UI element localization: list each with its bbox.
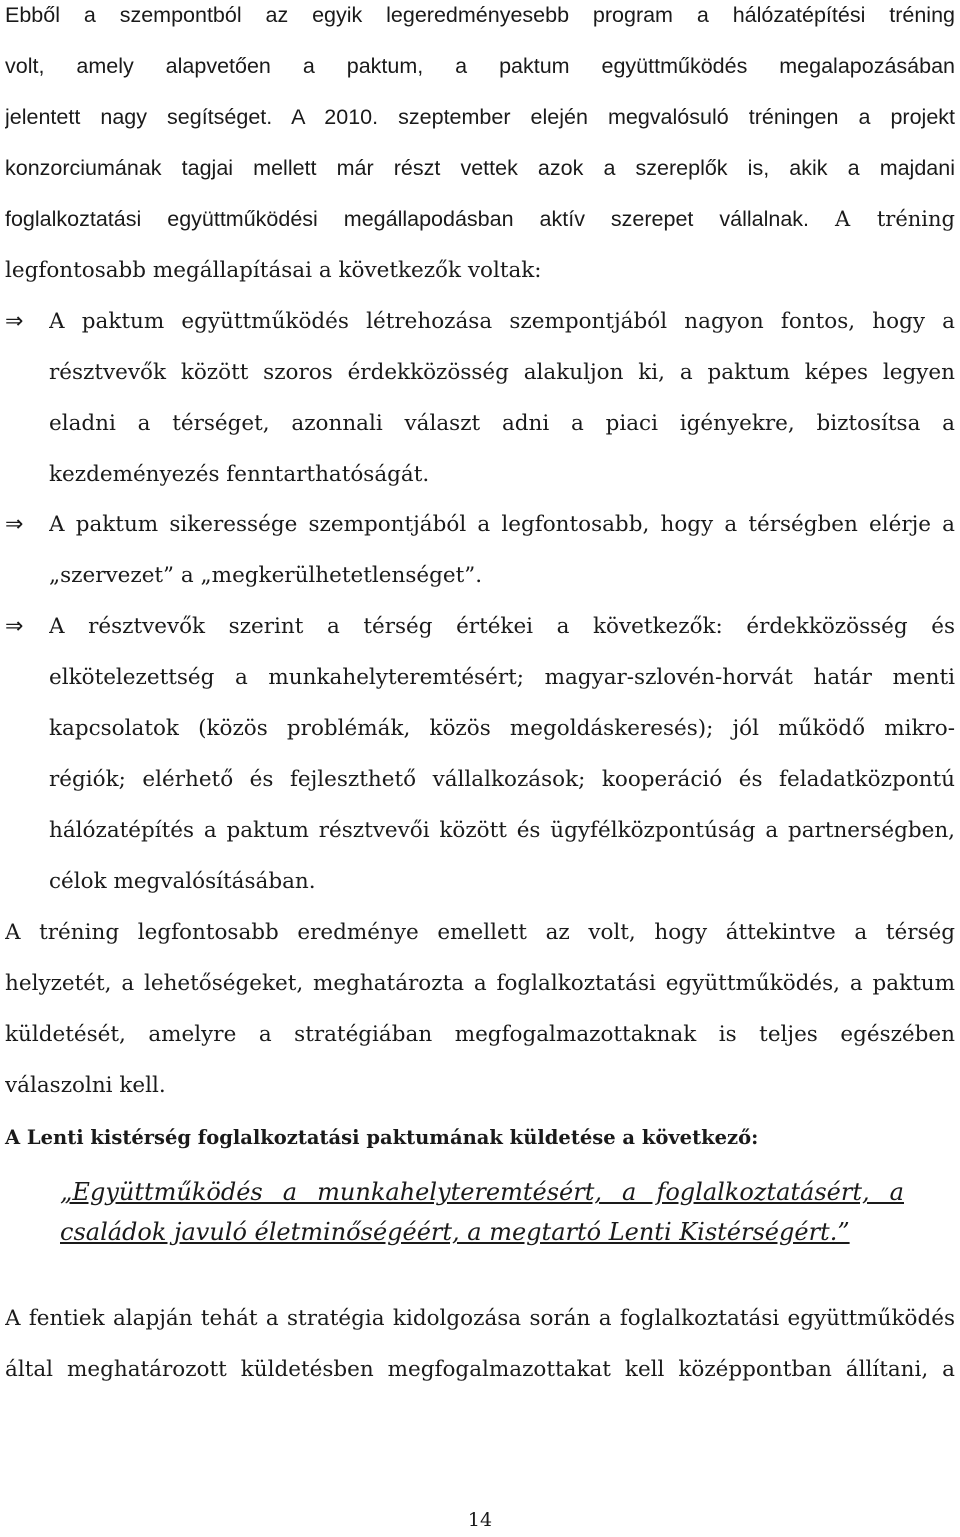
mission-heading: A Lenti kistérség foglalkoztatási paktumának küldetése a következő: — [5, 1126, 759, 1149]
intro-line-mixed — [5, 194, 955, 245]
mission-line: családok javuló életminőségéért, a megtartó Lenti Kistérségért.” — [60, 1218, 850, 1246]
bullet-line: „szervezet” a „megkerülhetetlenséget”. — [49, 563, 483, 588]
bullet-text — [49, 499, 955, 601]
bullet-text — [49, 296, 955, 500]
double-arrow-icon: ⇒ — [5, 614, 24, 639]
intro-tail: A tréning — [835, 207, 955, 231]
intro-line: foglalkoztatási együttműködési megállapodásban aktív szerepet vállalnak. — [5, 207, 810, 231]
bullet-text — [49, 601, 955, 907]
mission-statement — [60, 1172, 904, 1252]
findings-lead — [5, 245, 955, 296]
result-paragraph — [5, 907, 955, 1111]
intro-paragraph — [5, 0, 955, 245]
result-line: helyzetét, a lehetőségeket, meghatározta a foglalkoztatási együttműködés, a paktum — [5, 971, 955, 996]
closing-paragraph — [5, 1293, 955, 1395]
bullet-line: résztvevők között szoros érdekközösség alakuljon ki, a paktum képes legyen — [49, 360, 955, 385]
bullet-line: régiók; elérhető és fejleszthető vállalkozások; kooperáció és feladatközpontú — [49, 767, 955, 792]
bullet-line: elkötelezettség a munkahelyteremtésért; magyar-szlovén-horvát határ menti — [49, 665, 955, 690]
bullet-line: hálózatépítés a paktum résztvevői között és ügyfélközpontúság a partnerségben, — [49, 818, 955, 843]
double-arrow-icon: ⇒ — [5, 512, 24, 537]
findings-line: legfontosabb megállapításai a következők voltak: — [5, 258, 542, 283]
bullet-line: A paktum együttműködés létrehozása szempontjából nagyon fontos, hogy a — [49, 309, 955, 334]
result-line: válaszolni kell. — [5, 1073, 166, 1098]
bullet-line: célok megvalósításában. — [49, 869, 316, 894]
bullet-line: A résztvevők szerint a térség értékei a következők: érdekközösség és — [49, 614, 955, 639]
bullet-line: eladni a térséget, azonnali választ adni a piaci igényekre, biztosítsa a — [49, 411, 955, 436]
bullet-line: kapcsolatok (közös problémák, közös megoldáskeresés); jól működő mikro- — [49, 716, 955, 741]
intro-line: volt, amely alapvetően a paktum, a paktum együttműködés megalapozásában — [5, 54, 955, 78]
bullet-line: A paktum sikeressége szempontjából a legfontosabb, hogy a térségben elérje a — [49, 512, 955, 537]
result-line: A tréning legfontosabb eredménye emellett az volt, hogy áttekintve a térség — [5, 920, 955, 945]
bullet-line: kezdeményezés fenntarthatóságát. — [49, 462, 430, 487]
closing-line: által meghatározott küldetésben megfogalmazottakat kell középpontban állítani, a — [5, 1357, 955, 1382]
intro-line: jelentett nagy segítséget. A 2010. szeptember elején megvalósuló tréningen a projekt — [5, 105, 955, 129]
page-number: 14 — [467, 1509, 493, 1531]
intro-line: Ebből a szempontból az egyik legeredményesebb program a hálózatépítési tréning — [5, 3, 955, 27]
intro-line: konzorciumának tagjai mellett már részt vettek azok a szereplők is, akik a majdani — [5, 156, 955, 180]
result-line: küldetését, amelyre a stratégiában megfogalmazottaknak is teljes egészében — [5, 1022, 955, 1047]
double-arrow-icon: ⇒ — [5, 309, 24, 334]
mission-line: „Együttműködés a munkahelyteremtésért, a foglalkoztatásért, a — [60, 1178, 904, 1206]
closing-line: A fentiek alapján tehát a stratégia kidolgozása során a foglalkoztatási együttműködés — [5, 1306, 955, 1331]
